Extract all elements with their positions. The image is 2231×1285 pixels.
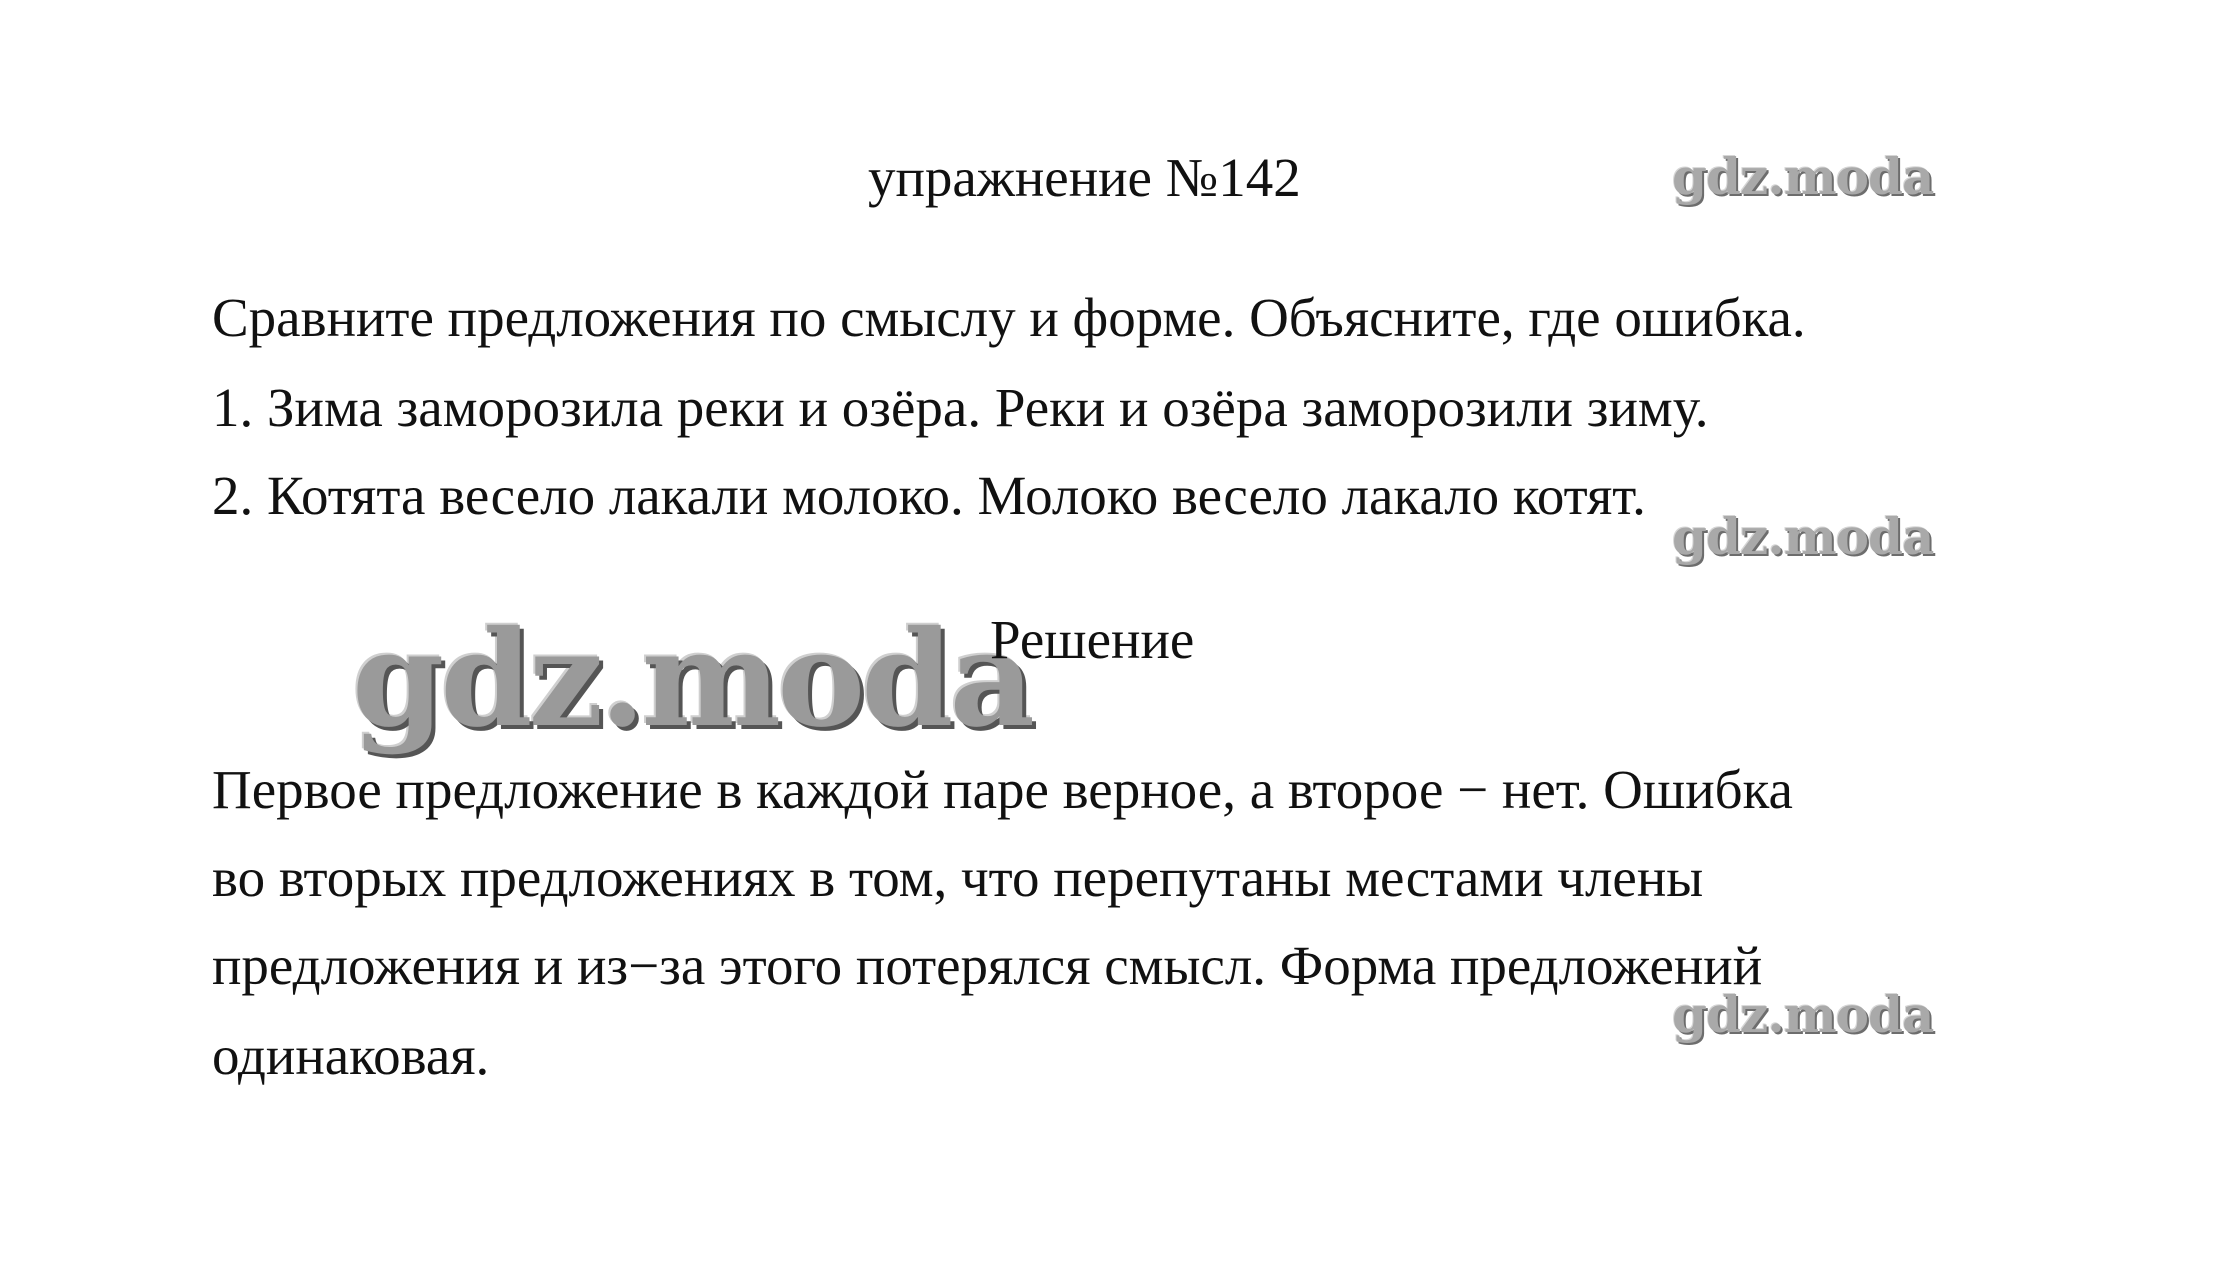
solution-heading: Решение	[990, 609, 1195, 670]
solution-line: одинаковая.	[212, 1025, 490, 1086]
solution-line: во вторых предложениях в том, что перепутаны местами члены	[212, 847, 1704, 908]
watermark-logo-large: gdz.moda	[352, 602, 1032, 757]
task-line: 1. Зима заморозила реки и озёра. Реки и озёра заморозили зиму.	[212, 377, 1709, 438]
exercise-title: упражнение №142	[868, 147, 1301, 208]
task-line: Сравните предложения по смыслу и форме. Объясните, где ошибка.	[212, 287, 1806, 348]
watermark-logo-middle: gdz.moda	[1672, 507, 1934, 566]
solution-line: Первое предложение в каждой паре верное, а второе − нет. Ошибка	[212, 759, 1793, 820]
solution-line: предложения и из−за этого потерялся смысл. Форма предложений	[212, 935, 1763, 996]
task-line: 2. Котята весело лакали молоко. Молоко весело лакало котят.	[212, 465, 1646, 526]
watermark-logo-top: gdz.moda	[1672, 147, 1934, 206]
watermark-logo-bottom: gdz.moda	[1672, 985, 1934, 1044]
